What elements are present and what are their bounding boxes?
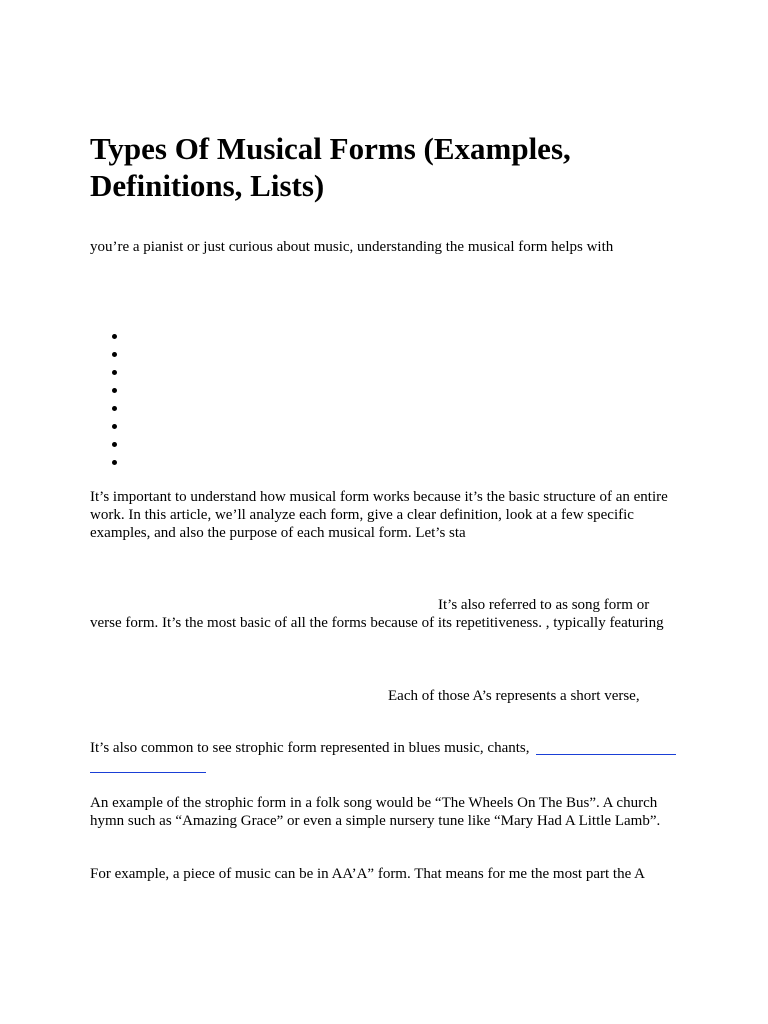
list-item	[112, 328, 124, 346]
hyperlink-underline[interactable]	[90, 772, 206, 773]
strophic-line-1: It’s also referred to as song form or	[438, 597, 650, 613]
list-item	[112, 454, 124, 472]
examples-paragraph: An example of the strophic form in a folk song would be “The Wheels On The Bus”. A church hymn such as “Amazing Grace” or even a simple nursery tune like “Mary Had A Little Lamb”.	[90, 795, 661, 829]
verse-sentence: Each of those A’s represents a short verse,	[388, 688, 640, 704]
list-item	[112, 400, 124, 418]
list-item	[112, 382, 124, 400]
list-item	[112, 418, 124, 436]
understand-paragraph: It’s important to understand how musical form works because it’s the basic structure of an entire work. In this article, we’ll analyze each form, give a clear definition, look at a few specific examples, and also the purpose of each musical form. Let’s sta	[90, 489, 668, 541]
strophic-line-2: verse form. It’s the most basic of all the forms because of its repetitiveness. , typically featuring	[90, 615, 664, 631]
hyperlink-underline[interactable]	[536, 754, 676, 755]
intro-paragraph: you’re a pianist or just curious about music, understanding the musical form helps with	[90, 239, 614, 255]
bullet-list	[112, 328, 124, 472]
list-item	[112, 364, 124, 382]
list-item	[112, 346, 124, 364]
list-item	[112, 436, 124, 454]
page-title: Types Of Musical Forms (Examples, Definitions, Lists)	[90, 131, 571, 203]
variation-paragraph: For example, a piece of music can be in AA’A” form. That means for me the most part the A	[90, 866, 645, 882]
blues-sentence: It’s also common to see strophic form represented in blues music, chants,	[90, 740, 530, 756]
